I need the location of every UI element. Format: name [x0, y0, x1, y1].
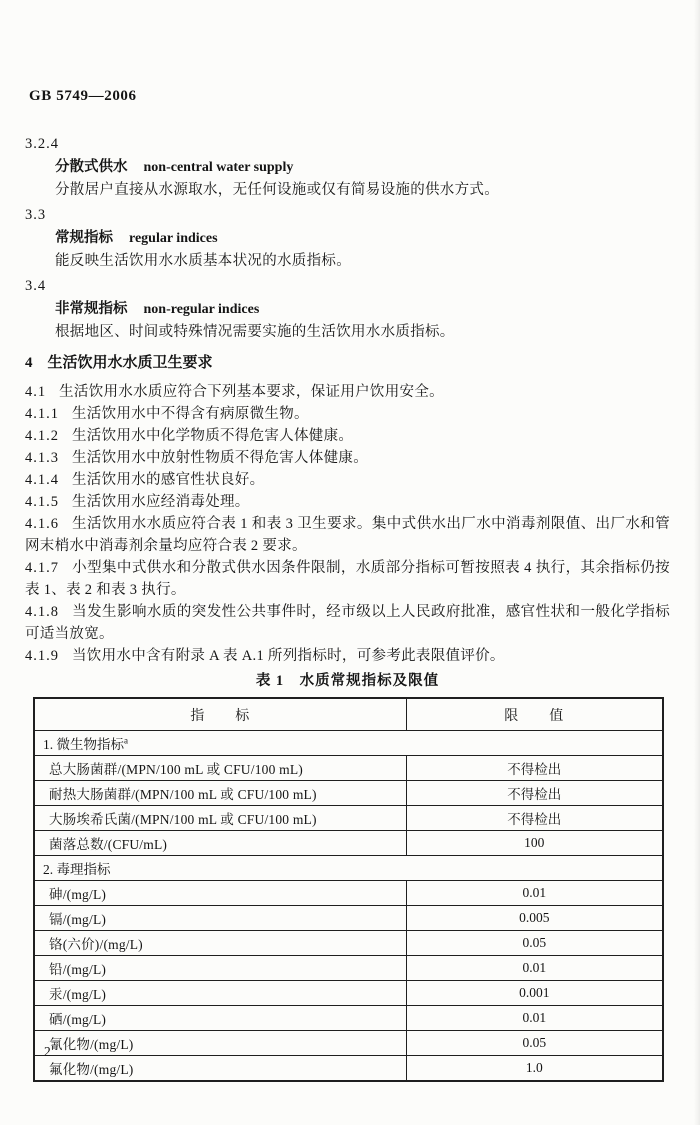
- limit-cell: 不得检出: [406, 806, 663, 831]
- limit-cell: 0.05: [406, 1031, 663, 1056]
- clause-number: 4.1.4: [25, 472, 59, 488]
- term-zh: 常规指标: [55, 230, 113, 246]
- clause-number: 4.1.1: [25, 406, 59, 422]
- table-row: [34, 906, 663, 931]
- table-row: [34, 1006, 663, 1031]
- clause-4-1-1: [25, 403, 670, 425]
- indicator-cell: 硒/(mg/L): [34, 1006, 406, 1031]
- clause-4-1: [25, 381, 670, 403]
- term-line: [55, 298, 670, 321]
- indicator-cell: 氟化物/(mg/L): [34, 1056, 406, 1082]
- indicator-cell: 氰化物/(mg/L): [34, 1031, 406, 1056]
- limit-cell: 0.01: [406, 881, 663, 906]
- term-en: regular indices: [129, 231, 218, 246]
- definition-text: 分散居户直接从水源取水，无任何设施或仅有简易设施的供水方式。: [55, 182, 499, 198]
- clause-text: 当发生影响水质的突发性公共事件时，经市级以上人民政府批准，感官性状和一般化学指标可适当放宽。: [25, 604, 670, 642]
- clause-text: 生活饮用水应经消毒处理。: [72, 494, 250, 510]
- table-row: [34, 1031, 663, 1056]
- clause-number: 4.1.7: [25, 560, 59, 576]
- clause-number: 3.2.4: [25, 136, 59, 152]
- clause-text: 生活饮用水中化学物质不得危害人体健康。: [72, 428, 354, 444]
- standard-number: GB 5749—2006: [29, 88, 137, 104]
- section-label-cell: 1. 微生物指标$^a$: [34, 731, 663, 756]
- clause-text: 生活饮用水中不得含有病原微生物。: [72, 406, 309, 422]
- clause-text: 生活饮用水水质应符合表 1 和表 3 卫生要求。集中式供水出厂水中消毒剂限值、出厂水和管网末梢水中消毒剂余量均应符合表 2 要求。: [25, 516, 670, 554]
- indicator-cell: 铅/(mg/L): [34, 956, 406, 981]
- limit-cell: 0.005: [406, 906, 663, 931]
- limit-cell: 100: [406, 831, 663, 856]
- clause-text: 生活饮用水的感官性状良好。: [72, 472, 265, 488]
- clause-4-1-6: [25, 513, 670, 557]
- indicator-cell: 菌落总数/(CFU/mL): [34, 831, 406, 856]
- limit-cell: 0.05: [406, 931, 663, 956]
- clause-number: 4.1.5: [25, 494, 59, 510]
- table-1-title: 表 1 水质常规指标及限值: [255, 673, 440, 689]
- clause-number: 3.3: [25, 207, 47, 223]
- page-number: 2: [44, 1044, 51, 1059]
- clause-text: 生活饮用水水质应符合下列基本要求，保证用户饮用安全。: [59, 384, 444, 400]
- definition-3-4: [25, 275, 670, 344]
- clause-number: 3.4: [25, 278, 47, 294]
- table-row: [34, 831, 663, 856]
- limit-cell: 不得检出: [406, 756, 663, 781]
- indicator-cell: 镉/(mg/L): [34, 906, 406, 931]
- table-row: [34, 756, 663, 781]
- limit-cell: 0.01: [406, 1006, 663, 1031]
- clause-4-1-9: [25, 645, 670, 667]
- table-row: [34, 931, 663, 956]
- limit-cell: 0.001: [406, 981, 663, 1006]
- section-4-clauses: [25, 381, 670, 667]
- clause-number: 4.1.8: [25, 604, 59, 620]
- definition-3-3: [25, 204, 670, 273]
- section-title: 生活饮用水水质卫生要求: [47, 355, 213, 371]
- section-label-cell: 2. 毒理指标: [34, 856, 663, 881]
- term-zh: 非常规指标: [55, 301, 128, 317]
- section-number: 4: [25, 355, 34, 371]
- clause-number: 4.1: [25, 384, 47, 400]
- clause-text: 小型集中式供水和分散式供水因条件限制，水质部分指标可暂按照表 4 执行，其余指标仍按表 1、表 2 和表 3 执行。: [25, 560, 670, 598]
- term-zh: 分散式供水: [55, 159, 128, 175]
- definition-text: 根据地区、时间或特殊情况需要实施的生活饮用水水质指标。: [55, 324, 455, 340]
- clause-4-1-8: [25, 601, 670, 645]
- table-row: [34, 956, 663, 981]
- definition-text: 能反映生活饮用水水质基本状况的水质指标。: [55, 253, 351, 269]
- footnote-mark: a: [124, 735, 128, 746]
- table-section-row: [34, 731, 663, 756]
- term-en: non-central water supply: [143, 160, 294, 175]
- definition-3-2-4: [25, 133, 670, 202]
- clause-4-1-4: [25, 469, 670, 491]
- table-section-row: [34, 856, 663, 881]
- clause-4-1-3: [25, 447, 670, 469]
- indicator-cell: 汞/(mg/L): [34, 981, 406, 1006]
- limit-cell: 1.0: [406, 1056, 663, 1082]
- table-header-row: [34, 698, 663, 731]
- indicator-cell: 耐热大肠菌群/(MPN/100 mL 或 CFU/100 mL): [34, 781, 406, 806]
- clause-4-1-5: [25, 491, 670, 513]
- term-line: [55, 156, 670, 179]
- indicator-cell: 砷/(mg/L): [34, 881, 406, 906]
- page-content: [25, 0, 670, 1082]
- limit-header-cell: 限 值: [406, 698, 663, 731]
- definitions-section: [25, 133, 670, 344]
- table-row: [34, 806, 663, 831]
- clause-4-1-7: [25, 557, 670, 601]
- clause-4-1-2: [25, 425, 670, 447]
- table-row: [34, 881, 663, 906]
- limit-cell: 不得检出: [406, 781, 663, 806]
- clause-number: 4.1.2: [25, 428, 59, 444]
- table-row: [34, 1056, 663, 1082]
- term-line: [55, 227, 670, 250]
- clause-text: 当饮用水中含有附录 A 表 A.1 所列指标时，可参考此表限值评价。: [72, 648, 505, 664]
- limit-cell: 0.01: [406, 956, 663, 981]
- table-row: [34, 781, 663, 806]
- indicator-cell: 铬(六价)/(mg/L): [34, 931, 406, 956]
- clause-number: 4.1.6: [25, 516, 59, 532]
- table-row: [34, 981, 663, 1006]
- table-1: [33, 697, 664, 1082]
- clause-number: 4.1.9: [25, 648, 59, 664]
- indicator-header-cell: 指 标: [34, 698, 406, 731]
- term-en: non-regular indices: [143, 302, 260, 317]
- clause-text: 生活饮用水中放射性物质不得危害人体健康。: [72, 450, 368, 466]
- indicator-cell: 总大肠菌群/(MPN/100 mL 或 CFU/100 mL): [34, 756, 406, 781]
- indicator-cell: 大肠埃希氏菌/(MPN/100 mL 或 CFU/100 mL): [34, 806, 406, 831]
- clause-number: 4.1.3: [25, 450, 59, 466]
- section-4-heading: [25, 352, 670, 375]
